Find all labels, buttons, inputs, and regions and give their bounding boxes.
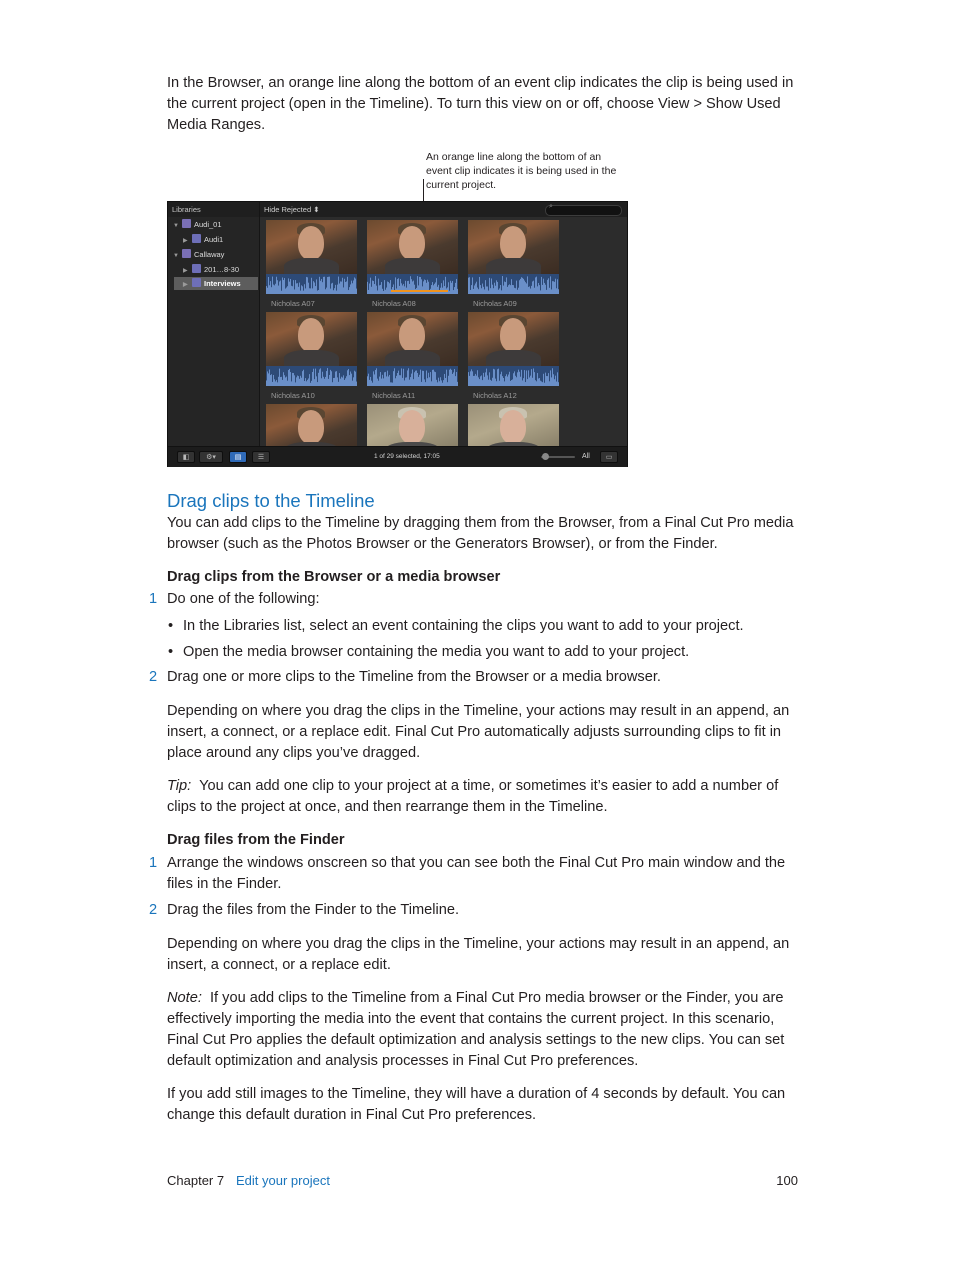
browser-bottom-bar [168, 446, 627, 467]
note-text: If you add clips to the Timeline from a Final Cut Pro media browser or the Finder, you are effectively importing the media into the event that contains the current project. In this scenario, Final Cut Pro applies the default optimization and analysis settings to the new clips. You can set default optimization and analysis processes in Final Cut Pro preferences. [167, 990, 785, 1069]
page-number: 100 [776, 1173, 798, 1188]
browser-screenshot [167, 201, 628, 467]
audio-waveform [468, 274, 559, 294]
step-text: Arrange the windows onscreen so that you can see both the Final Cut Pro main window and the files in the Finder. [167, 855, 786, 892]
tree-item-label: Interviews [204, 279, 241, 288]
event-icon [192, 234, 201, 243]
clip-name: Nicholas A09 [473, 299, 517, 308]
clip-image [468, 312, 559, 366]
section-title: Drag clips to the Timeline [167, 490, 375, 511]
clip-image [266, 220, 357, 274]
bullet-marker: • [168, 644, 174, 660]
clip-name: Nicholas A11 [372, 391, 416, 400]
gear-icon[interactable]: ⚙▾ [199, 451, 223, 463]
event-icon [192, 264, 201, 273]
disclosure-triangle-icon[interactable]: ▶ [183, 268, 188, 274]
intro-paragraph: In the Browser, an orange line along the bottom of an event clip indicates the clip is being used in the current project (open in the Timeline). To turn this view on or off, choose View > Show Used Media Ranges. [167, 75, 794, 133]
audio-waveform [468, 366, 559, 386]
clip-image [367, 312, 458, 366]
clip-name: Nicholas A08 [372, 299, 416, 308]
tree-item-event[interactable] [183, 263, 259, 276]
tree-item-interviews-selected[interactable] [174, 277, 258, 290]
step-number: 2 [149, 669, 158, 685]
disclosure-triangle-icon[interactable]: ▶ [183, 282, 188, 288]
audio-waveform [266, 274, 357, 294]
step-number: 2 [149, 902, 158, 918]
tip-text: You can add one clip to your project at a time, or sometimes it’s easier to add a number of clips to the project at once, and then rearrange them in the Timeline. [167, 778, 779, 815]
bullet-marker: • [168, 618, 174, 634]
tree-item-label: Callaway [194, 250, 225, 259]
clip-name: Nicholas A07 [271, 299, 315, 308]
used-media-range-line [391, 290, 448, 292]
callout-text: An orange line along the bottom of an event clip indicates it is being used in the current project. [426, 151, 617, 191]
disclosure-triangle-icon[interactable]: ▼ [173, 253, 179, 259]
body-paragraph: Depending on where you drag the clips in the Timeline, your actions may result in an append, an insert, a connect, or a replace edit. Final Cut Pro automatically adjusts surrounding clips to fit in place around any clips you’ve dragged. [167, 703, 790, 761]
tree-item-label: 201…8-30 [204, 265, 240, 274]
clip-appearance-button[interactable]: ▭ [600, 451, 618, 463]
library-icon [182, 249, 191, 258]
library-icon [182, 219, 191, 228]
libraries-header: Libraries [168, 202, 259, 217]
clip-image [367, 220, 458, 274]
tree-item-label: Audi1 [204, 235, 224, 244]
tip-label: Tip: [167, 778, 192, 794]
footer-chapter-link[interactable]: Edit your project [236, 1173, 330, 1188]
list-view-button[interactable]: ☰ [252, 451, 270, 463]
event-icon [192, 278, 201, 287]
disclosure-triangle-icon[interactable]: ▶ [183, 238, 188, 244]
bullet-text: In the Libraries list, select an event containing the clips you want to add to your project. [183, 618, 744, 634]
clip-image [266, 404, 357, 446]
disclosure-triangle-icon[interactable]: ▼ [173, 223, 179, 229]
tree-item-library[interactable] [173, 218, 259, 231]
tree-item-event[interactable] [183, 233, 259, 246]
search-field[interactable] [545, 205, 622, 216]
bullet-text: Open the media browser containing the media you want to add to your project. [183, 644, 690, 660]
tree-item-library[interactable] [173, 248, 259, 261]
task-heading: Drag files from the Finder [167, 832, 345, 848]
step-number: 1 [149, 591, 158, 607]
audio-waveform [266, 366, 357, 386]
note-paragraph [167, 988, 803, 1072]
libraries-sidebar [168, 202, 260, 446]
step-text: Drag one or more clips to the Timeline from the Browser or a media browser. [167, 669, 661, 685]
footer-chapter: Chapter 7 [167, 1173, 225, 1188]
selection-status: 1 of 29 selected, 17:05 [374, 453, 440, 460]
clip-name: Nicholas A12 [473, 391, 517, 400]
step-text: Do one of the following: [167, 591, 320, 607]
browser-toolbar [260, 202, 627, 217]
filter-popup[interactable]: Hide Rejected ⬍ [264, 205, 320, 214]
clip-name: Nicholas A10 [271, 391, 315, 400]
body-paragraph: Depending on where you drag the clips in the Timeline, your actions may result in an append, an insert, a connect, or a replace edit. [167, 936, 790, 973]
clip-image [367, 404, 458, 446]
clip-image [266, 312, 357, 366]
duration-all-label[interactable]: All [582, 453, 590, 460]
filmstrip-view-button[interactable]: ▤ [229, 451, 247, 463]
body-paragraph: If you add still images to the Timeline, they will have a duration of 4 seconds by default. You can change this default duration in Final Cut Pro preferences. [167, 1086, 786, 1123]
sidebar-toggle-button[interactable]: ◧ [177, 451, 195, 463]
clip-image [468, 220, 559, 274]
clip-image [468, 404, 559, 446]
note-label: Note: [167, 990, 202, 1006]
tree-item-label: Audi_01 [194, 220, 222, 229]
audio-waveform [367, 366, 458, 386]
step-text: Drag the files from the Finder to the Timeline. [167, 902, 460, 918]
section-intro: You can add clips to the Timeline by dragging them from the Browser, from a Final Cut Pro media browser (such as the Photos Browser or the Generators Browser), or from the Finder. [167, 515, 794, 552]
task-heading: Drag clips from the Browser or a media browser [167, 569, 501, 585]
search-icon: ⌕ [549, 203, 553, 210]
zoom-slider-knob[interactable] [542, 453, 549, 460]
tip-paragraph [167, 776, 803, 818]
step-number: 1 [149, 855, 158, 871]
browser-content [260, 202, 627, 446]
